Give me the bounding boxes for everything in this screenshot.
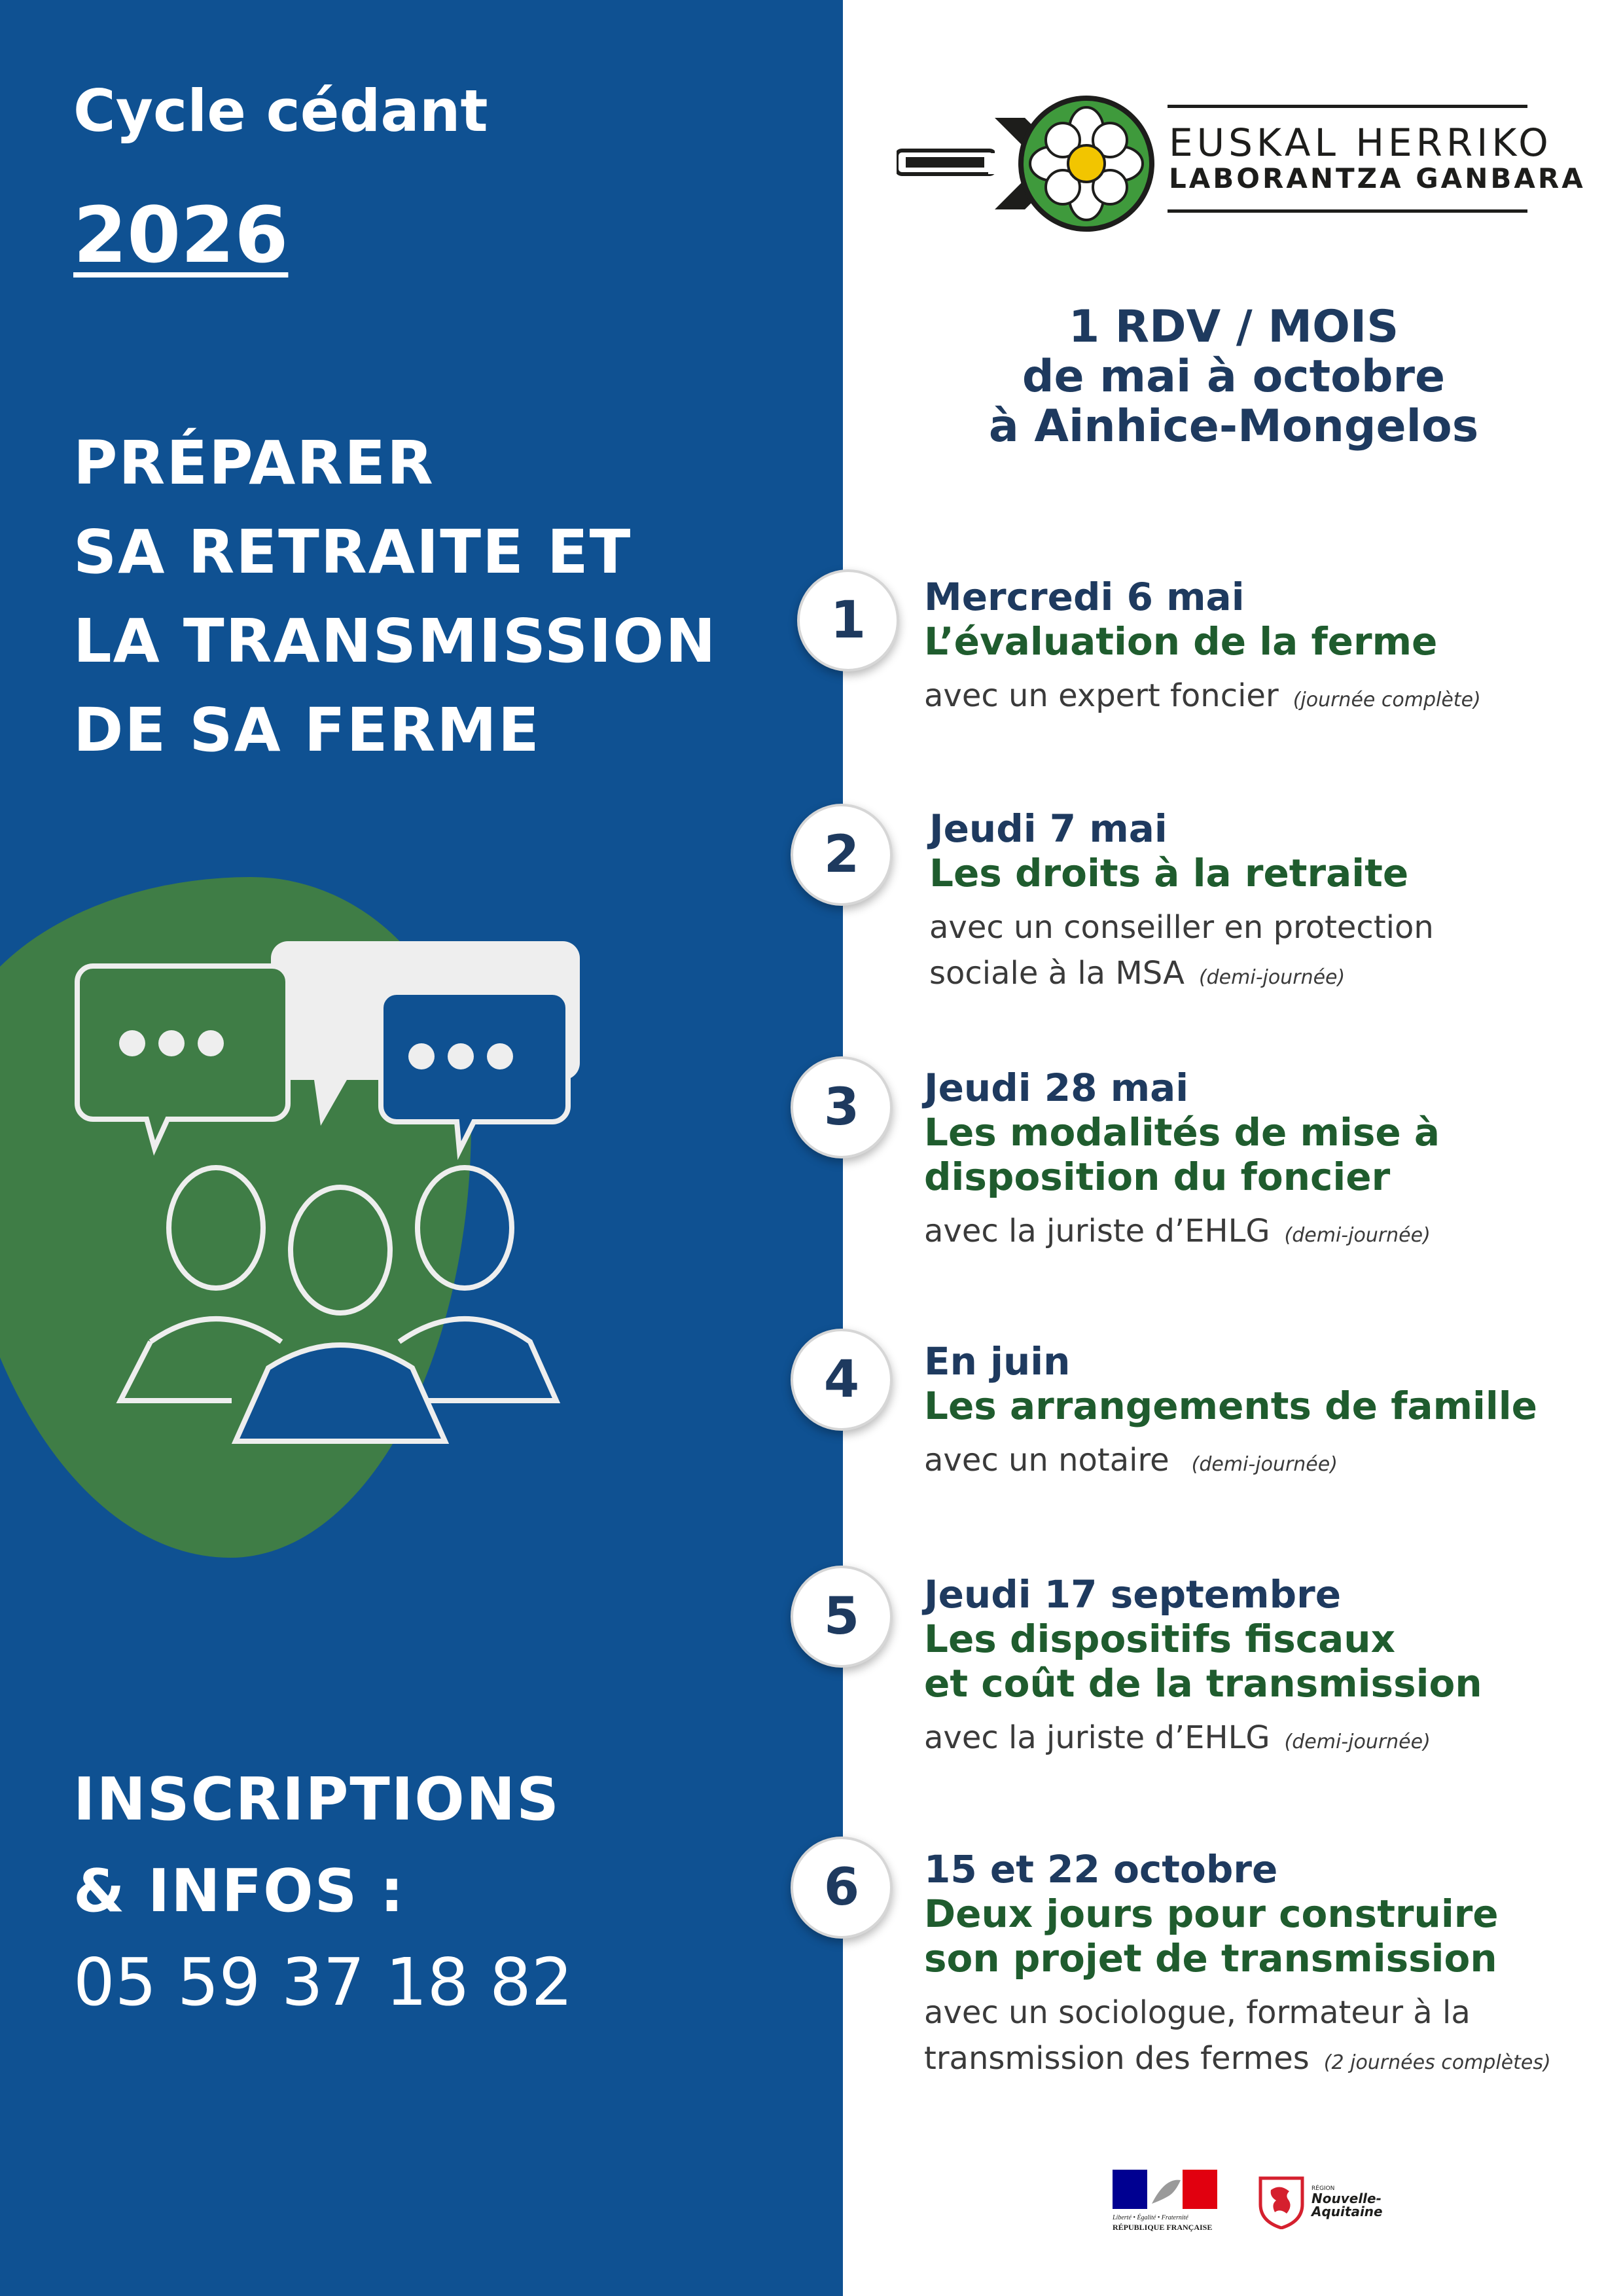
session-desc-text: avec la juriste d’EHLG [924,1719,1270,1756]
session-number-badge: 4 [791,1329,893,1431]
session-title: Les arrangements de famille [924,1384,1537,1428]
session-text [924,1847,1551,2086]
chat-bubbles-icon [77,941,580,1151]
session-date: 15 et 22 octobre [924,1847,1278,1892]
session-desc-text: avec un notaire [924,1442,1169,1479]
session-number-badge: 1 [797,569,899,672]
contact-label: INSCRIPTIONS [73,1765,560,1834]
session-text [924,1572,1482,1765]
republique-francaise-logo [1113,2170,1217,2233]
session-date: En juin [924,1339,1071,1384]
session-description [924,1990,1551,2086]
session-number-badge: 6 [791,1837,893,1939]
nouvelle-aquitaine-logo [1257,2174,1383,2229]
headline-line: DE SA FERME [73,695,541,765]
session-title: Les droits à la retraite [929,851,1409,895]
headline-line: LA TRANSMISSION [73,606,717,676]
session-description [924,673,1481,723]
session-desc-text: transmission des fermes [924,2040,1310,2077]
contact-label: & INFOS : [73,1857,405,1926]
gov-motto: Liberté • Égalité • Fraternité [1113,2214,1188,2221]
logo-rule [1168,105,1527,108]
year-title: 2026 [73,190,289,280]
session-duration-note: (demi-journée) [1284,1731,1431,1753]
people-group-icon [120,1168,556,1441]
region-name: Aquitaine [1311,2204,1383,2219]
session-description [924,1437,1537,1488]
session-date: Mercredi 6 mai [924,575,1245,619]
region-label: RÉGION [1311,2185,1335,2192]
schedule-line: 1 RDV / MOIS [1068,301,1399,353]
headline [73,419,717,775]
logo-rule [1168,209,1527,213]
session-number-badge: 3 [791,1056,893,1158]
phone-number[interactable]: 05 59 37 18 82 [73,1944,573,2020]
contact-block [73,1754,560,1937]
cycle-title: Cycle cédant [73,77,488,145]
session-date: Jeudi 7 mai [929,806,1168,851]
session-text [929,806,1434,1001]
session-desc-text: avec un expert foncier [924,677,1279,714]
session-text [924,1066,1440,1259]
session-duration-note: (2 journées complètes) [1323,2051,1551,2074]
session-title: Les dispositifs fiscaux [924,1617,1395,1661]
logo-text-line2: LABORANTZA GANBARA [1169,162,1586,194]
session-title: Les modalités de mise à [924,1110,1440,1155]
gov-name: RÉPUBLIQUE FRANÇAISE [1113,2223,1213,2232]
session-description [929,905,1434,1001]
logo-text-line1: EUSKAL HERRIKO [1169,120,1552,165]
session-number-badge: 5 [791,1566,893,1668]
marianne-icon [1113,2170,1217,2209]
region-name: Nouvelle- [1311,2191,1382,2206]
session-description [924,1208,1440,1259]
headline-line: PRÉPARER [73,428,435,498]
session-date: Jeudi 28 mai [924,1066,1189,1110]
session-desc-text: avec un sociologue, formateur à la [924,1994,1471,2031]
session-text [924,575,1481,723]
session-title: Deux jours pour construire [924,1892,1499,1936]
session-description [924,1715,1482,1765]
session-title: son projet de transmission [924,1936,1497,1981]
session-desc-text: sociale à la MSA [929,955,1185,992]
flower-icon [1021,98,1152,229]
headline-line: SA RETRAITE ET [73,517,632,587]
session-number-badge: 2 [791,804,893,906]
schedule-summary [851,302,1616,452]
schedule-line: à Ainhice-Mongelos [988,401,1479,452]
session-duration-note: (demi-journée) [1191,1453,1338,1476]
session-duration-note: (demi-journée) [1284,1224,1431,1247]
session-title: disposition du foncier [924,1155,1391,1199]
session-title: et coût de la transmission [924,1661,1482,1706]
session-date: Jeudi 17 septembre [924,1572,1342,1617]
session-desc-text: avec un conseiller en protection [929,909,1434,946]
lion-icon [1257,2174,1306,2229]
session-text [924,1339,1537,1488]
schedule-line: de mai à octobre [1022,351,1446,403]
session-duration-note: (demi-journée) [1198,966,1346,989]
session-duration-note: (journée complète) [1293,689,1481,711]
session-desc-text: avec la juriste d’EHLG [924,1213,1270,1249]
session-title: L’évaluation de la ferme [924,619,1438,664]
people-discussion-illustration [72,929,582,1453]
ehlg-logo [897,92,1165,242]
